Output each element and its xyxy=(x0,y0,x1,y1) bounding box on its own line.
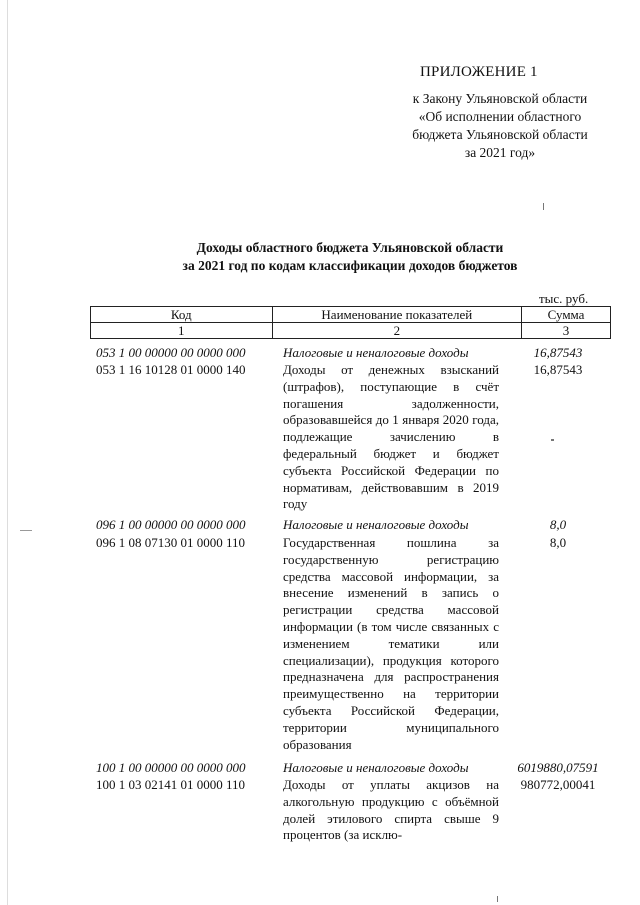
document-title xyxy=(60,239,640,275)
row-code: 053 1 00 00000 00 0000 000 xyxy=(96,345,246,360)
table-header xyxy=(90,306,611,339)
row-name: Налоговые и неналоговые доходы xyxy=(283,345,469,360)
scan-speck xyxy=(497,896,498,902)
appendix-subtitle xyxy=(385,90,615,162)
row-name: Доходы от уплаты акцизов на алкогольную продукцию с объёмной долей этилового спирта свыше 9 процентов (за исклю- xyxy=(283,777,499,843)
appendix-line: за 2021 год» xyxy=(464,145,536,160)
header-sum: Сумма xyxy=(522,307,611,323)
header-code-number: 1 xyxy=(91,323,273,339)
appendix-line: к Закону Ульяновской области xyxy=(412,91,588,106)
row-sum: 6019880,07591 xyxy=(517,760,599,775)
row-name: Государственная пошлина за государственную регистрацию средства массовой информации, за внесение изменений в запись о регистрации средства массовой информации (в том числе связанных с изменением тематики или специализации), продукция которого предназначена для распространения преимущественно на территории субъекта Российской Федерации, территории муниципального образования xyxy=(283,535,499,752)
row-sum: 16,87543 xyxy=(533,345,583,360)
header-name: Наименование показателей xyxy=(272,307,522,323)
row-sum: 16,87543 xyxy=(533,362,583,377)
row-code: 096 1 08 07130 01 0000 110 xyxy=(96,535,246,550)
row-code: 096 1 00 00000 00 0000 000 xyxy=(96,517,246,532)
row-name: Налоговые и неналоговые доходы xyxy=(283,517,469,532)
scan-speck xyxy=(551,439,554,441)
header-name-number: 2 xyxy=(272,323,522,339)
document-title-line: Доходы областного бюджета Ульяновской области xyxy=(196,240,504,255)
appendix-title: ПРИЛОЖЕНИЕ 1 xyxy=(420,64,538,80)
scan-speck xyxy=(543,203,544,210)
units-label: тыс. руб. xyxy=(539,291,589,306)
row-name: Налоговые и неналоговые доходы xyxy=(283,760,469,775)
document-title-line: за 2021 год по кодам классификации доходов бюджетов xyxy=(182,258,518,273)
row-sum: 8,0 xyxy=(549,517,567,532)
row-sum: 8,0 xyxy=(549,535,567,550)
row-code: 100 1 03 02141 01 0000 110 xyxy=(96,777,246,792)
header-sum-number: 3 xyxy=(522,323,611,339)
row-code: 053 1 16 10128 01 0000 140 xyxy=(96,362,246,377)
row-code: 100 1 00 00000 00 0000 000 xyxy=(96,760,246,775)
appendix-line: бюджета Ульяновской области xyxy=(412,127,588,142)
row-name: Доходы от денежных взысканий (штрафов), поступающие в счёт погашения задолженности, образовавшейся до 1 января 2020 года, подлежащие зачислению в федеральный бюджет и бюджет субъекта Российской Федерации по нормативам, действовавшим в 2019 году xyxy=(283,362,499,512)
appendix-line: «Об исполнении областного xyxy=(418,109,582,124)
header-code: Код xyxy=(91,307,273,323)
scan-edge-line xyxy=(7,0,8,905)
scan-speck xyxy=(20,530,32,531)
row-sum: 980772,00041 xyxy=(520,777,596,792)
